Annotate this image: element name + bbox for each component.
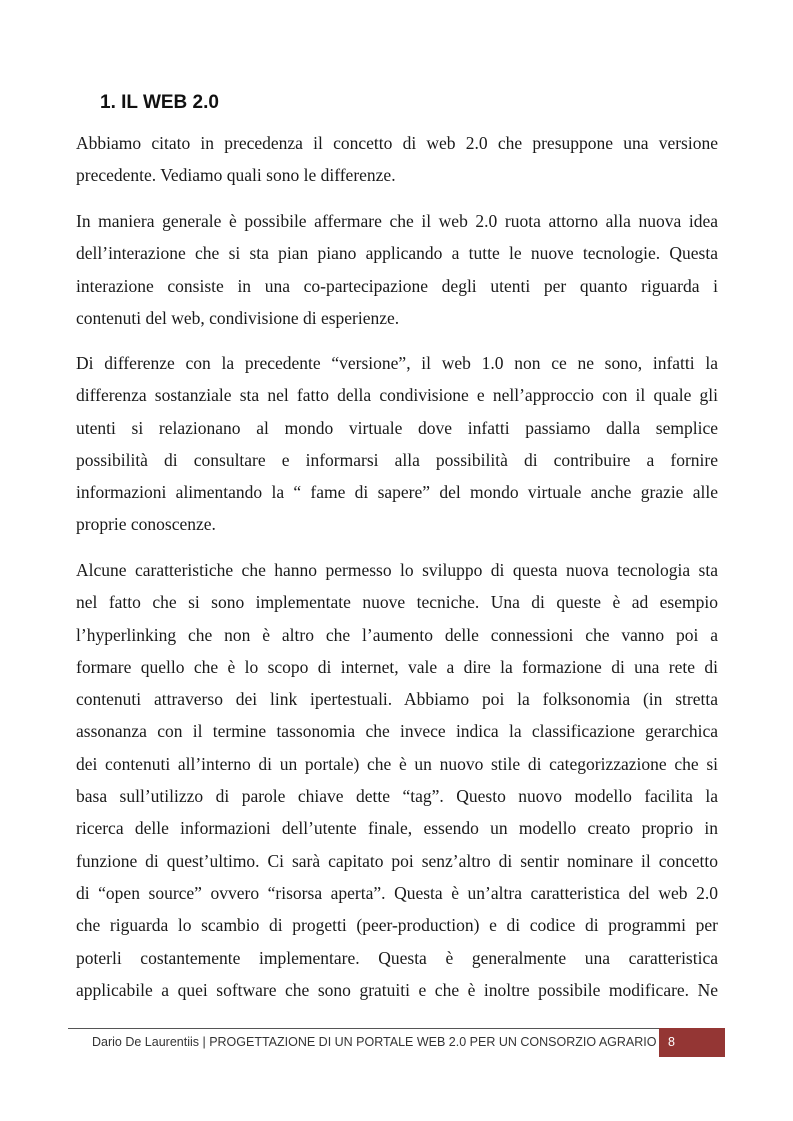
text-line: assonanza con il termine tassonomia che invece indica la classificazione gerarchica <box>76 721 718 742</box>
text-line: utenti si relazionano al mondo virtuale dove infatti passiamo dalla semplice <box>76 417 718 438</box>
paragraph-interaction <box>76 205 718 334</box>
text-line: formare quello che è lo scopo di internet, vale a dire la formazione di una rete di <box>76 656 718 677</box>
text-line: informazioni alimentando la “ fame di sapere” del mondo virtuale anche grazie alle <box>76 482 718 503</box>
text-line: proprie conoscenze. <box>76 514 216 535</box>
text-line: Di differenze con la precedente “versione”, il web 1.0 non ce ne sono, infatti la <box>76 353 718 373</box>
footer-divider <box>68 1028 725 1029</box>
text-line: Abbiamo citato in precedenza il concetto di web 2.0 che presuppone una versione <box>76 133 718 153</box>
text-line: funzione di quest’ultimo. Ci sarà capitato poi senz’altro di sentir nominare il concetto <box>76 850 718 871</box>
section-heading: 1. IL WEB 2.0 <box>100 92 219 113</box>
text-line: dell’interazione che si sta pian piano applicando a tutte le nuove tecnologie. Questa <box>76 243 718 264</box>
text-line: di “open source” ovvero “risorsa aperta”. Questa è un’altra caratteristica del web 2.0 <box>76 882 718 903</box>
paragraph-differences <box>76 347 718 541</box>
text-line: l’hyperlinking che non è altro che l’aumento delle connessioni che vanno poi a <box>76 624 718 645</box>
text-line: dei contenuti all’interno di un portale) che è un nuovo stile di categorizzazione che si <box>76 753 718 774</box>
page-number-badge <box>659 1028 725 1057</box>
paragraph-intro <box>76 127 718 192</box>
text-line: contenuti del web, condivisione di esperienze. <box>76 307 400 328</box>
text-line: che riguarda lo scambio di progetti (peer-production) e di codice di programmi per <box>76 915 718 936</box>
text-line: Alcune caratteristiche che hanno permesso lo sviluppo di questa nuova tecnologia sta <box>76 560 718 580</box>
paragraph-features <box>76 554 718 1006</box>
text-line: poterli costantemente implementare. Questa è generalmente una caratteristica <box>76 947 718 968</box>
footer-running-title: Dario De Laurentiis | PROGETTAZIONE DI UN PORTALE WEB 2.0 PER UN CONSORZIO AGRARIO <box>92 1035 657 1049</box>
text-line: differenza sostanziale sta nel fatto della condivisione e nell’approccio con il quale gli <box>76 385 718 406</box>
text-line: contenuti attraverso dei link ipertestuali. Abbiamo poi la folksonomia (in stretta <box>76 689 718 710</box>
text-line: ricerca delle informazioni dell’utente finale, essendo un modello creato proprio in <box>76 818 718 839</box>
text-line: In maniera generale è possibile affermare che il web 2.0 ruota attorno alla nuova idea <box>76 211 718 231</box>
text-line: possibilità di consultare e informarsi alla possibilità di contribuire a fornire <box>76 449 718 470</box>
text-line: interazione consiste in una co-partecipazione degli utenti per quanto riguarda i <box>76 275 718 296</box>
text-line: nel fatto che si sono implementate nuove tecniche. Una di queste è ad esempio <box>76 592 718 613</box>
page-number: 8 <box>668 1035 675 1049</box>
text-line: precedente. Vediamo quali sono le differenze. <box>76 165 396 186</box>
text-line: basa sull’utilizzo di parole chiave dette “tag”. Questo nuovo modello facilita la <box>76 786 718 807</box>
text-line: applicabile a quei software che sono gratuiti e che è inoltre possibile modificare. Ne <box>76 979 718 1000</box>
